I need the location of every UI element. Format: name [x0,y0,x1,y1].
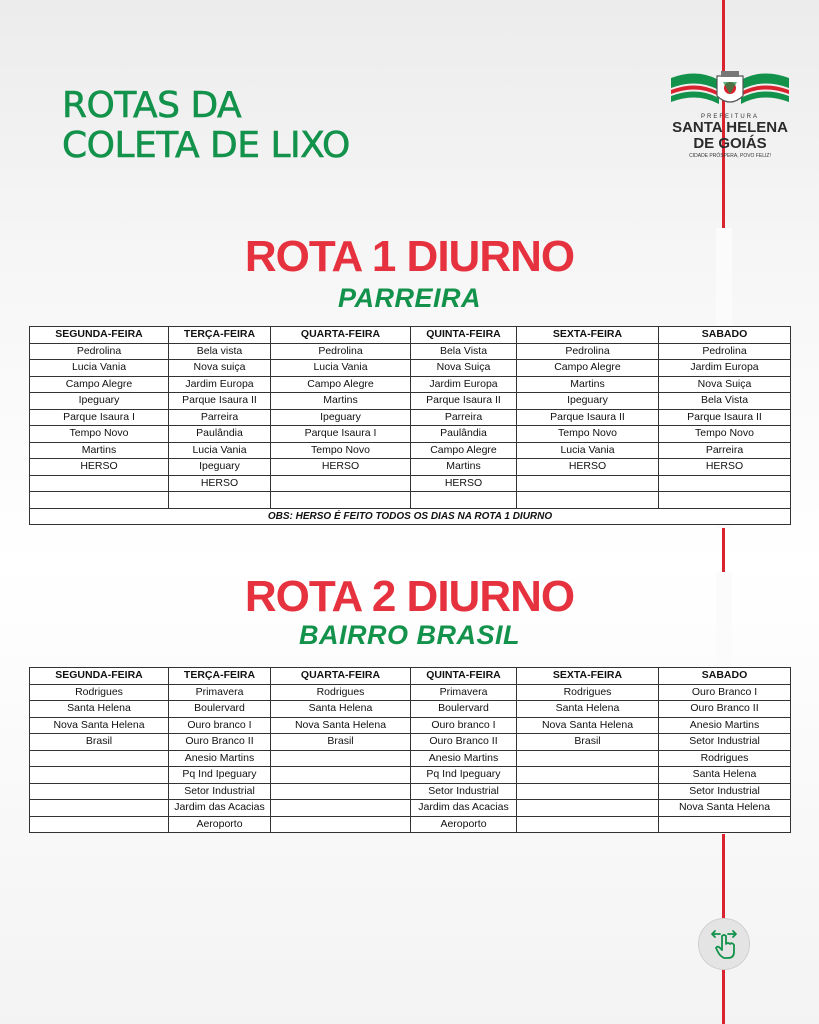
table-cell: Jardim das Acacias [169,800,271,817]
table-row [30,459,791,476]
table-cell [271,816,411,833]
table-cell: HERSO [659,459,791,476]
table-row [30,684,791,701]
table-cell: Santa Helena [271,701,411,718]
table-row [30,475,791,492]
table-cell: Tempo Novo [517,426,659,443]
table-cell: Parque Isaura II [169,393,271,410]
table-cell: Aeroporto [169,816,271,833]
table-cell: Anesio Martins [659,717,791,734]
column-header: SEGUNDA-FEIRA [30,668,169,685]
table-cell: Parque Isaura II [659,409,791,426]
obs-row [30,508,791,525]
swipe-button[interactable] [698,918,750,970]
table-cell: Rodrigues [659,750,791,767]
table-cell [30,492,169,509]
column-header: TERÇA-FEIRA [169,668,271,685]
table-cell: HERSO [30,459,169,476]
route1-header-row [30,327,791,344]
table-row [30,750,791,767]
table-row [30,426,791,443]
table-cell: Bela Vista [659,393,791,410]
table-cell: Parreira [169,409,271,426]
table-cell: Lucia Vania [517,442,659,459]
column-header: SEXTA-FEIRA [517,327,659,344]
table-cell: HERSO [271,459,411,476]
table-cell [271,750,411,767]
table-cell [517,750,659,767]
table-cell [517,816,659,833]
table-cell: Ipeguary [517,393,659,410]
table-cell: Ipeguary [169,459,271,476]
table-cell: Nova Suiça [411,360,517,377]
table-cell: Martins [30,442,169,459]
column-header: QUARTA-FEIRA [271,327,411,344]
table-cell: Boulervard [169,701,271,718]
table-cell: Setor Industrial [659,734,791,751]
page-title-line2: COLETA DE LIXO [62,125,350,166]
table-row [30,816,791,833]
table-row [30,409,791,426]
table-row [30,376,791,393]
table-cell: Santa Helena [30,701,169,718]
table-cell: Campo Alegre [30,376,169,393]
table-cell: Boulervard [411,701,517,718]
table-cell: Aeroporto [411,816,517,833]
column-header: QUARTA-FEIRA [271,668,411,685]
table-cell: Primavera [169,684,271,701]
flag-coat-of-arms-icon [667,68,793,112]
table-cell: Setor Industrial [169,783,271,800]
table-cell: Martins [411,459,517,476]
table-cell: Ouro Branco II [169,734,271,751]
table-cell: Paulândia [411,426,517,443]
table-cell: Pedrolina [659,343,791,360]
page-title [62,86,350,166]
table-row [30,717,791,734]
table-row [30,343,791,360]
table-cell: Nova Santa Helena [659,800,791,817]
table-cell: Pq Ind Ipeguary [411,767,517,784]
column-header: TERÇA-FEIRA [169,327,271,344]
table-cell: Setor Industrial [659,783,791,800]
table-cell: Nova Santa Helena [271,717,411,734]
table-row [30,442,791,459]
table-cell [30,767,169,784]
table-cell [271,767,411,784]
table-cell: Parque Isaura I [30,409,169,426]
table-cell: Anesio Martins [169,750,271,767]
table-cell: Campo Alegre [411,442,517,459]
table-cell: Parreira [659,442,791,459]
table-cell: Pedrolina [271,343,411,360]
table-row [30,360,791,377]
table-cell [271,783,411,800]
table-cell: Parreira [411,409,517,426]
table-cell: Parque Isaura II [517,409,659,426]
table-cell: Campo Alegre [517,360,659,377]
table-cell: Ouro Branco II [659,701,791,718]
table-cell: Nova Santa Helena [30,717,169,734]
table-cell: Tempo Novo [271,442,411,459]
table-row [30,701,791,718]
table-cell [30,475,169,492]
route1-title: ROTA 1 DIURNO [244,232,575,281]
table-cell [30,783,169,800]
column-header: SABADO [659,668,791,685]
table-cell: Lucia Vania [30,360,169,377]
table-cell: Brasil [517,734,659,751]
table-cell: Tempo Novo [659,426,791,443]
table-cell: Ouro branco I [169,717,271,734]
table-cell [517,492,659,509]
table-cell: Lucia Vania [271,360,411,377]
table-cell: Bela vista [169,343,271,360]
column-header: SEXTA-FEIRA [517,668,659,685]
table-cell: Campo Alegre [271,376,411,393]
table-cell: Santa Helena [659,767,791,784]
table-cell: Bela Vista [411,343,517,360]
table-cell [271,475,411,492]
column-header: SEGUNDA-FEIRA [30,327,169,344]
table-cell: Rodrigues [517,684,659,701]
table-cell: Parque Isaura II [411,393,517,410]
table-cell: Ouro Branco II [411,734,517,751]
table-cell: Pq Ind Ipeguary [169,767,271,784]
logo-slogan: CIDADE PRÓSPERA, POVO FELIZ! [689,153,771,159]
route2-header-row [30,668,791,685]
table-cell [517,800,659,817]
table-cell: Jardim Europa [411,376,517,393]
table-cell [271,800,411,817]
table-cell [169,492,271,509]
table-cell: Rodrigues [30,684,169,701]
city-logo [660,68,800,178]
table-row [30,800,791,817]
column-header: QUINTA-FEIRA [411,668,517,685]
route1-subtitle: PARREIRA [337,283,481,313]
table-cell [30,816,169,833]
table-cell: Pedrolina [30,343,169,360]
logo-prefix: PREFEITURA [700,114,759,120]
table-cell: Nova Santa Helena [517,717,659,734]
table-row [30,492,791,509]
table-cell: Brasil [30,734,169,751]
table-cell: Pedrolina [517,343,659,360]
table-cell: Primavera [411,684,517,701]
table-row [30,734,791,751]
table-cell: Santa Helena [517,701,659,718]
table-cell: HERSO [411,475,517,492]
table-cell: Ouro Branco I [659,684,791,701]
route2-subtitle: BAIRRO BRASIL [299,620,520,650]
table-cell: Ipeguary [271,409,411,426]
table-cell [271,492,411,509]
table-cell [659,475,791,492]
logo-city-line2: DE GOIÁS [693,135,767,152]
table-row [30,393,791,410]
column-header: SABADO [659,327,791,344]
logo-city-line1: SANTA HELENA [672,119,788,136]
table-cell [517,767,659,784]
table-cell [517,783,659,800]
obs-note: OBS: HERSO É FEITO TODOS OS DIAS NA ROTA 1 DIURNO [30,508,791,525]
table-cell: Setor Industrial [411,783,517,800]
page-title-line1: ROTAS DA [62,85,242,126]
table-cell: Martins [271,393,411,410]
table-cell [30,750,169,767]
table-cell [30,800,169,817]
table-cell: Jardim Europa [169,376,271,393]
table-cell: Lucia Vania [169,442,271,459]
table-cell: Paulândia [169,426,271,443]
table-cell: Rodrigues [271,684,411,701]
table-cell: Ipeguary [30,393,169,410]
table-cell: Brasil [271,734,411,751]
table-cell: HERSO [517,459,659,476]
route1-table [29,326,791,525]
table-row [30,767,791,784]
table-cell [659,816,791,833]
table-cell: HERSO [169,475,271,492]
table-cell: Ouro branco I [411,717,517,734]
table-cell: Jardim das Acacias [411,800,517,817]
table-cell [659,492,791,509]
swipe-hand-icon [710,928,738,960]
route2-title: ROTA 2 DIURNO [244,572,575,621]
table-cell: Nova Suiça [659,376,791,393]
table-cell: Martins [517,376,659,393]
table-cell [411,492,517,509]
table-cell: Anesio Martins [411,750,517,767]
table-cell: Parque Isaura I [271,426,411,443]
table-row [30,783,791,800]
route2-table [29,667,791,833]
table-cell: Jardim Europa [659,360,791,377]
table-cell [517,475,659,492]
table-cell: Tempo Novo [30,426,169,443]
table-cell: Nova suiça [169,360,271,377]
column-header: QUINTA-FEIRA [411,327,517,344]
